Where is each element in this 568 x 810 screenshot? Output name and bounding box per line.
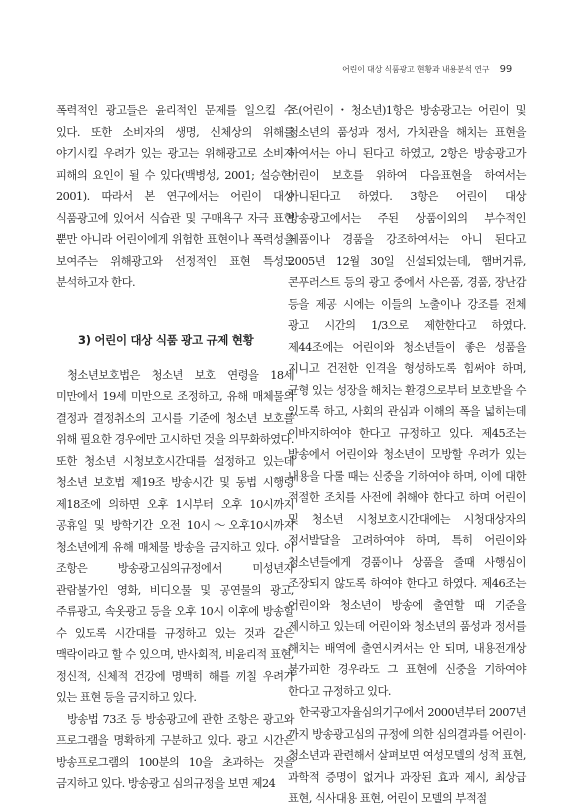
right-paragraph-2: 한국광고자율심의기구에서 2000년부터 2007년 까지 방송광고심의 규정에 의한 심의결과를 어린이·청소년과 관련해서 살펴보면 여성모델의 성적 표현, 과학적 증명이 없거나 과장된 효과 제시, 최상급 표현, 식사대용 표현, 어린이 모델의 부적절 bbox=[288, 706, 526, 805]
left-paragraph-2: 청소년보호법은 청소년 보호 연령을 18세 미만에서 19세 미만으로 조정하고, 유해 매체물의 결정과 결정취소의 고시를 기준에 청소년 보호를 위해 필요한 경우에만 고시하던 것을 의무화하였다. 또한 청소년 시청보호시간대를 설정하고 있는데 청소년 보호법 제19조 방송시간 및 동법 시행령 제18조에 의하면 오후 1시부터 오후 10시까지 공휴일 및 방학기간 오전 10시～오후10시까지 청소년에게 유해 매체물 방송을 금지하고 있다. 이 조항은 방송광고심의규정에서 미성년자 관람불가인 영화, 비디오물 및 공연물의 광고, 주류광고, 속옷광고 등을 오후 10시 이후에 방송할 수 있도록 시간대를 규정하고 있는 것과 같은 맥락이라고 할 수 있으며, 반사회적, 비윤리적 표현, 정신적, 신체적 건강에 명백히 해를 끼칠 우려가 있는 표현 등을 금지하고 있다. bbox=[56, 368, 294, 704]
running-title: 어린이 대상 식품광고 현황과 내용분석 연구 bbox=[342, 65, 490, 74]
section-heading: 3) 어린이 대상 식품 광고 규제 현황 bbox=[78, 332, 254, 347]
left-paragraph-1: 폭력적인 광고들은 윤리적인 문제를 일으킬 수 있다. 또한 소비자의 생명, 신체상의 위해를 야기시킬 우려가 있는 광고는 위해광고로 소비자 피해의 요인이 될 수 있다(백병성, 2001; 설승현, 2001). 따라서 본 연구에서는 어린이 대상 식품광고에 있어서 식습관 및 구매욕구 자극 표현 뿐만 아니라 어린이에게 위험한 표현이나 폭력성을 보여주는 위해광고와 선정적인 표현 특성도 분석하고자 한다. bbox=[56, 104, 294, 289]
running-header bbox=[342, 64, 512, 75]
left-column bbox=[56, 100, 294, 795]
right-paragraph-1: 조(어린이・청소년)1항은 방송광고는 어린이 및 청소년의 품성과 정서, 가치관을 해치는 표현을 하여서는 아니 된다고 하였고, 2항은 방송광고가 어린이 보호를 위하여 다음표현을 하여서는 아니된다고 하였다. 3항은 어린이 대상 방송광고에서는 주된 상품이외의 부수적인 제품이나 경품을 강조하여서는 아니 된다고 2005년 12월 30일 신설되었는데, 햄버거류, 콘푸러스트 등의 광고 중에서 사은품, 경품, 장난감 등을 제공 시에는 이들의 노출이나 강조를 전체 광고 시간의 1/3으로 제한한다고 하였다. 제44조에는 어린이와 청소년들이 좋은 성품을 지니고 건전한 인격을 형성하도록 힘써야 하며, 균형 있는 성장을 해치는 환경으로부터 보호받을 수 있도록 하고, 사회의 관심과 이해의 폭을 넓히는데 이바지하여야 한다고 규정하고 있다. 제45조는 방송에서 어린이와 청소년이 모방할 우려가 있는 내용을 다룰 때는 신중을 기하여야 하며, 이에 대한 적절한 조치를 사전에 취해야 한다고 하며 어린이 및 청소년 시청보호시간대에는 시청대상자의 정서발달을 고려하여야 하며, 특히 어린이와 청소년들에게 경품이나 상품을 줄때 사행심이 조장되지 않도록 하여야 한다고 하였다. 제46조는 어린이와 청소년이 방송에 출연할 때 기준을 제시하고 있는데 어린이와 청소년의 품성과 정서를 해치는 배역에 출연시켜서는 안 되며, 내용전개상 불가피한 경우라도 그 표현에 신중을 기하여야 한다고 규정하고 있다. bbox=[288, 104, 526, 698]
right-column bbox=[288, 100, 526, 810]
page-number: 99 bbox=[499, 64, 512, 75]
left-paragraph-3: 방송법 73조 등 방송광고에 관한 조항은 광고와 프로그램을 명확하게 구분하고 있다. 광고 시간은 방송프로그램의 100분의 10을 초과하는 것을 금지하고 있다. 방송광고 심의규정을 보면 제24 bbox=[56, 712, 294, 790]
spacer bbox=[56, 294, 294, 316]
